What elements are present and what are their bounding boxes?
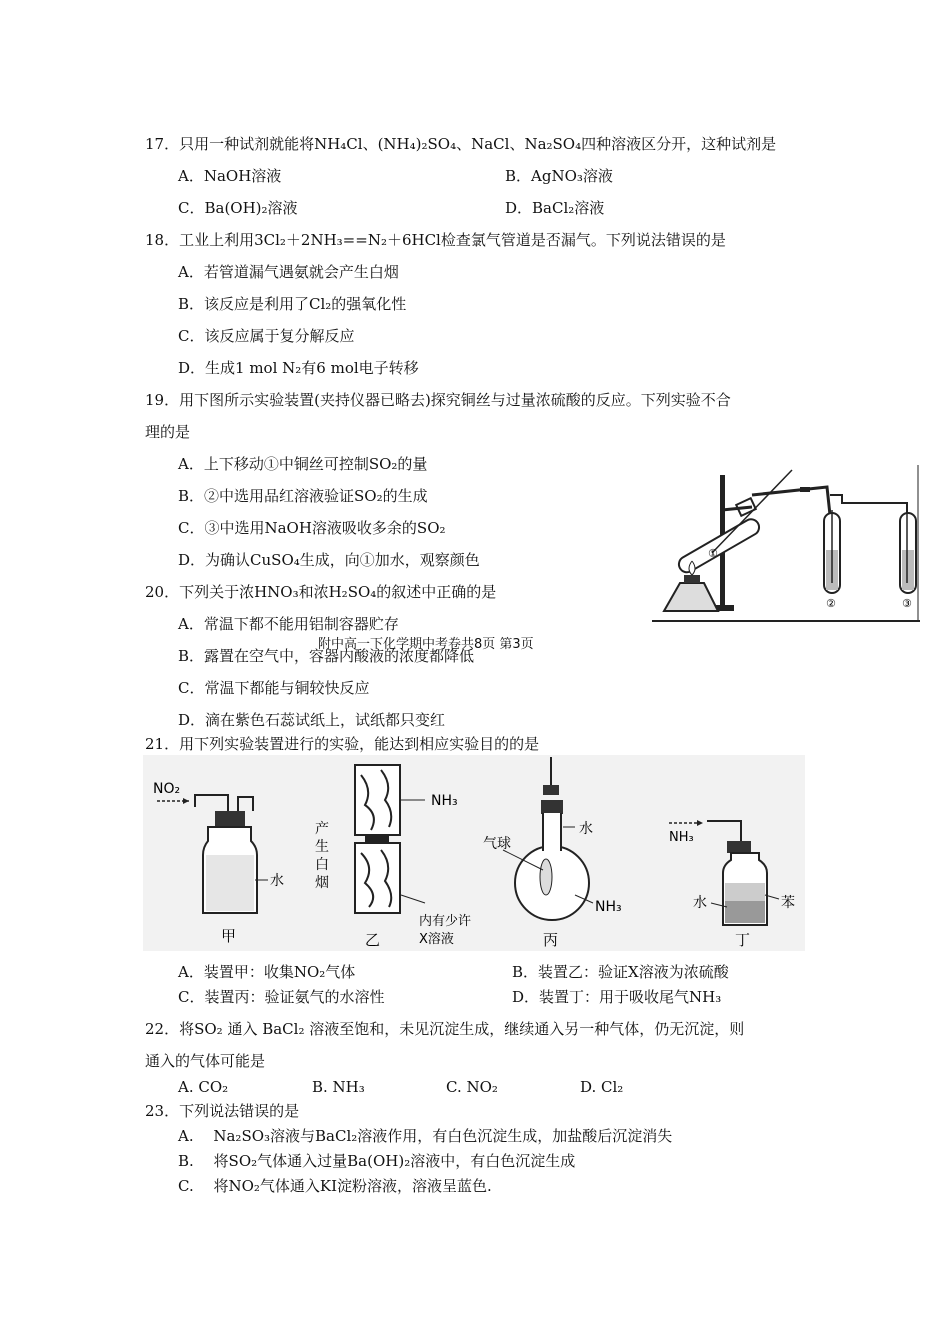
- q23-option-b: B. 将SO₂气体通入过量Ba(OH)₂溶液中，有白色沉淀生成: [178, 1152, 576, 1170]
- q21-option-b: B．装置乙：验证X溶液为浓硫酸: [512, 963, 729, 981]
- q17-option-a: A．NaOH溶液: [178, 167, 282, 185]
- q19-option-c: C．③中选用NaOH溶液吸收多余的SO₂: [178, 519, 446, 537]
- q19-option-d: D．为确认CuSO₄生成，向①加水，观察颜色: [178, 551, 480, 569]
- q18-option-b: B．该反应是利用了Cl₂的强氧化性: [178, 295, 407, 313]
- jia-gas-label: NO₂: [153, 781, 181, 797]
- q22-option-a: A. CO₂: [178, 1078, 229, 1096]
- q23-option-c: C. 将NO₂气体通入KI淀粉溶液，溶液呈蓝色.: [178, 1177, 492, 1195]
- bing-gas-label: NH₃: [595, 899, 622, 915]
- q21-stem: 21．用下列实验装置进行的实验，能达到相应实验目的的是: [145, 735, 540, 753]
- jia-label: 甲: [221, 927, 237, 945]
- q18-stem: 18．工业上利用3Cl₂＋2NH₃==N₂＋6HCl检查氯气管道是否漏气。下列说法错误的是: [145, 231, 726, 249]
- q17-option-d: D．BaCl₂溶液: [505, 199, 605, 217]
- q23-option-a: A. Na₂SO₃溶液与BaCl₂溶液作用，有白色沉淀生成，加盐酸后沉淀消失: [178, 1127, 673, 1145]
- bing-water-label: 水: [579, 821, 593, 837]
- q19-stem-line2: 理的是: [145, 423, 191, 441]
- q22-option-b: B. NH₃: [312, 1078, 365, 1096]
- yi-smoke-2: 生: [315, 839, 329, 855]
- q17-option-c: C．Ba(OH)₂溶液: [178, 199, 298, 217]
- q17-stem: 17．只用一种试剂就能将NH₄Cl、(NH₄)₂SO₄、NaCl、Na₂SO₄四种溶液区分开，这种试剂是: [145, 135, 777, 153]
- ding-water-label: 水: [693, 895, 707, 911]
- q17-option-b: B．AgNO₃溶液: [505, 167, 613, 185]
- yi-smoke-1: 产: [315, 821, 329, 837]
- q19-label-1: ①: [708, 547, 718, 560]
- q21-option-d: D．装置丁：用于吸收尾气NH₃: [512, 988, 722, 1006]
- q20-stem: 20．下列关于浓HNO₃和浓H₂SO₄的叙述中正确的是: [145, 583, 497, 601]
- q22-option-c: C. NO₂: [446, 1078, 498, 1096]
- q21-apparatus-figure: [143, 755, 805, 951]
- yi-label: 乙: [365, 931, 381, 949]
- yi-smoke-4: 烟: [315, 875, 329, 891]
- ding-gas-label: NH₃: [669, 830, 694, 845]
- bing-balloon-label: 气球: [483, 836, 511, 852]
- q19-label-3: ③: [902, 597, 912, 610]
- yi-solution-line2: X溶液: [419, 932, 454, 947]
- q21-option-c: C．装置丙：验证氨气的水溶性: [178, 988, 385, 1006]
- q19-option-b: B．②中选用品红溶液验证SO₂的生成: [178, 487, 428, 505]
- q20-option-d: D．滴在紫色石蕊试纸上，试纸都只变红: [178, 711, 446, 729]
- yi-smoke-3: 白: [315, 857, 329, 873]
- q20-option-a: A．常温下都不能用铝制容器贮存: [178, 615, 399, 633]
- q19-label-2: ②: [826, 597, 836, 610]
- q22-stem-line1: 22．将SO₂ 通入 BaCl₂ 溶液至饱和，未见沉淀生成，继续通入另一种气体，仍无沉淀，则: [145, 1020, 745, 1038]
- q18-option-c: C．该反应属于复分解反应: [178, 327, 355, 345]
- q19-stem-line1: 19．用下图所示实验装置(夹持仪器已略去)探究铜丝与过量浓硫酸的反应。下列实验不合: [145, 391, 731, 409]
- page-footer: 附中高一下化学期中考卷共8页 第3页: [318, 637, 534, 652]
- q20-option-c: C．常温下都能与铜较快反应: [178, 679, 370, 697]
- yi-gas-label: NH₃: [431, 793, 458, 809]
- q19-apparatus-figure: [652, 465, 920, 623]
- q22-option-d: D. Cl₂: [580, 1078, 624, 1096]
- q18-option-a: A．若管道漏气遇氨就会产生白烟: [178, 263, 399, 281]
- q20-option-b: B．露置在空气中，容器内酸液的浓度都降低: [178, 647, 475, 665]
- q18-option-d: D．生成1 mol N₂有6 mol电子转移: [178, 359, 419, 377]
- q21-option-a: A．装置甲：收集NO₂气体: [178, 963, 356, 981]
- q19-option-a: A．上下移动①中铜丝可控制SO₂的量: [178, 455, 428, 473]
- q22-stem-line2: 通入的气体可能是: [145, 1052, 266, 1070]
- q23-stem: 23．下列说法错误的是: [145, 1102, 300, 1120]
- ding-benzene-label: 苯: [781, 895, 795, 911]
- ding-label: 丁: [735, 931, 751, 949]
- jia-water-label: 水: [270, 873, 284, 889]
- bing-label: 丙: [543, 931, 559, 949]
- yi-solution-line1: 内有少许: [419, 914, 472, 929]
